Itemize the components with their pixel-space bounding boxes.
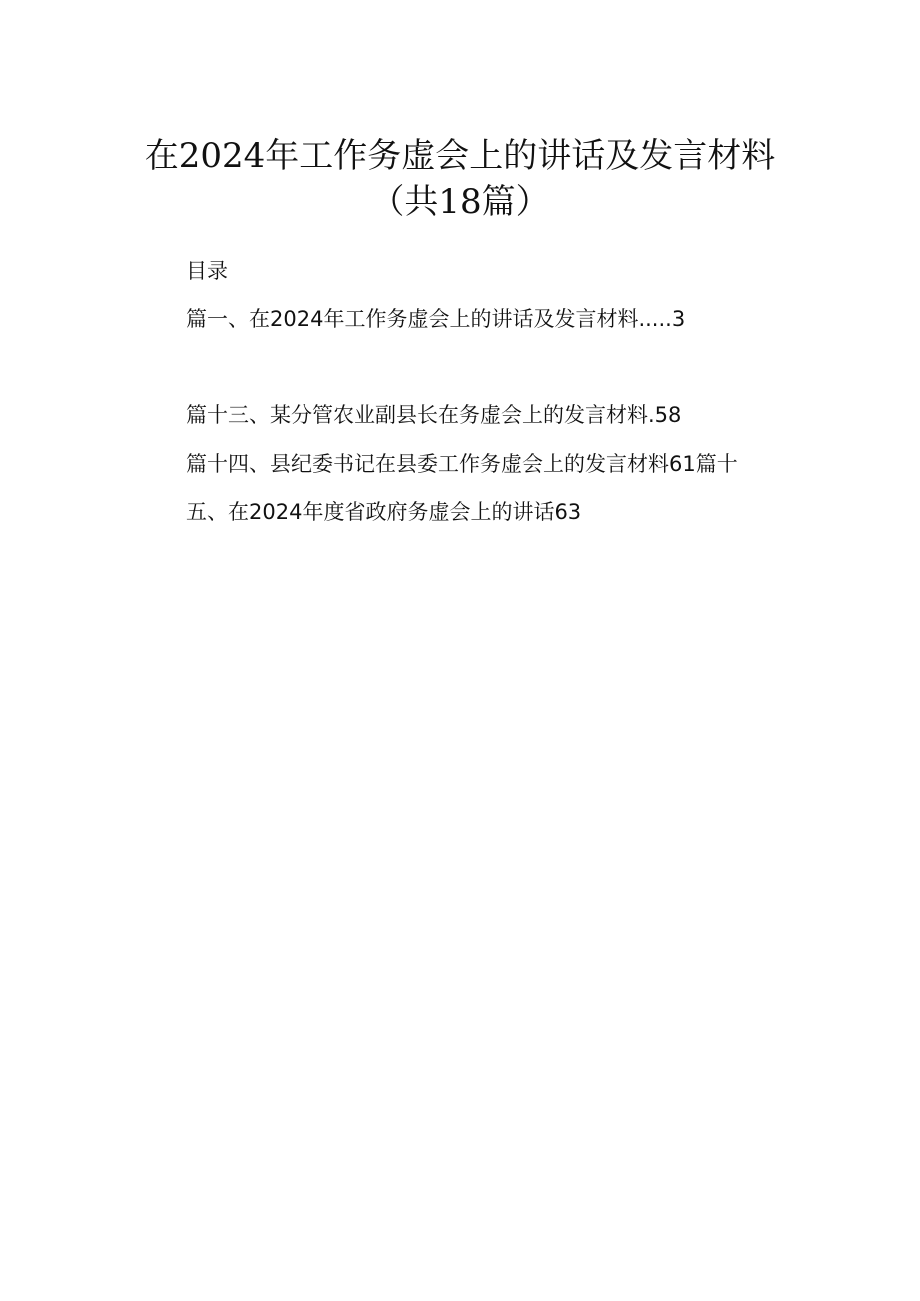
document-subtitle: （共18篇） (370, 182, 550, 222)
toc-heading: 目录 (186, 259, 228, 283)
toc-entry: 篇十三、某分管农业副县长在务虚会上的发言材料.58 (186, 403, 682, 427)
toc-entry: 篇一、在2024年工作务虚会上的讲话及发言材料.....3 (186, 307, 686, 331)
toc-entry: 五、在2024年度省政府务虚会上的讲话63 (186, 500, 582, 524)
toc-entry: 篇十四、县纪委书记在县委工作务虚会上的发言材料61篇十 (186, 452, 738, 476)
document-title: 在2024年工作务虚会上的讲话及发言材料 (144, 136, 776, 176)
